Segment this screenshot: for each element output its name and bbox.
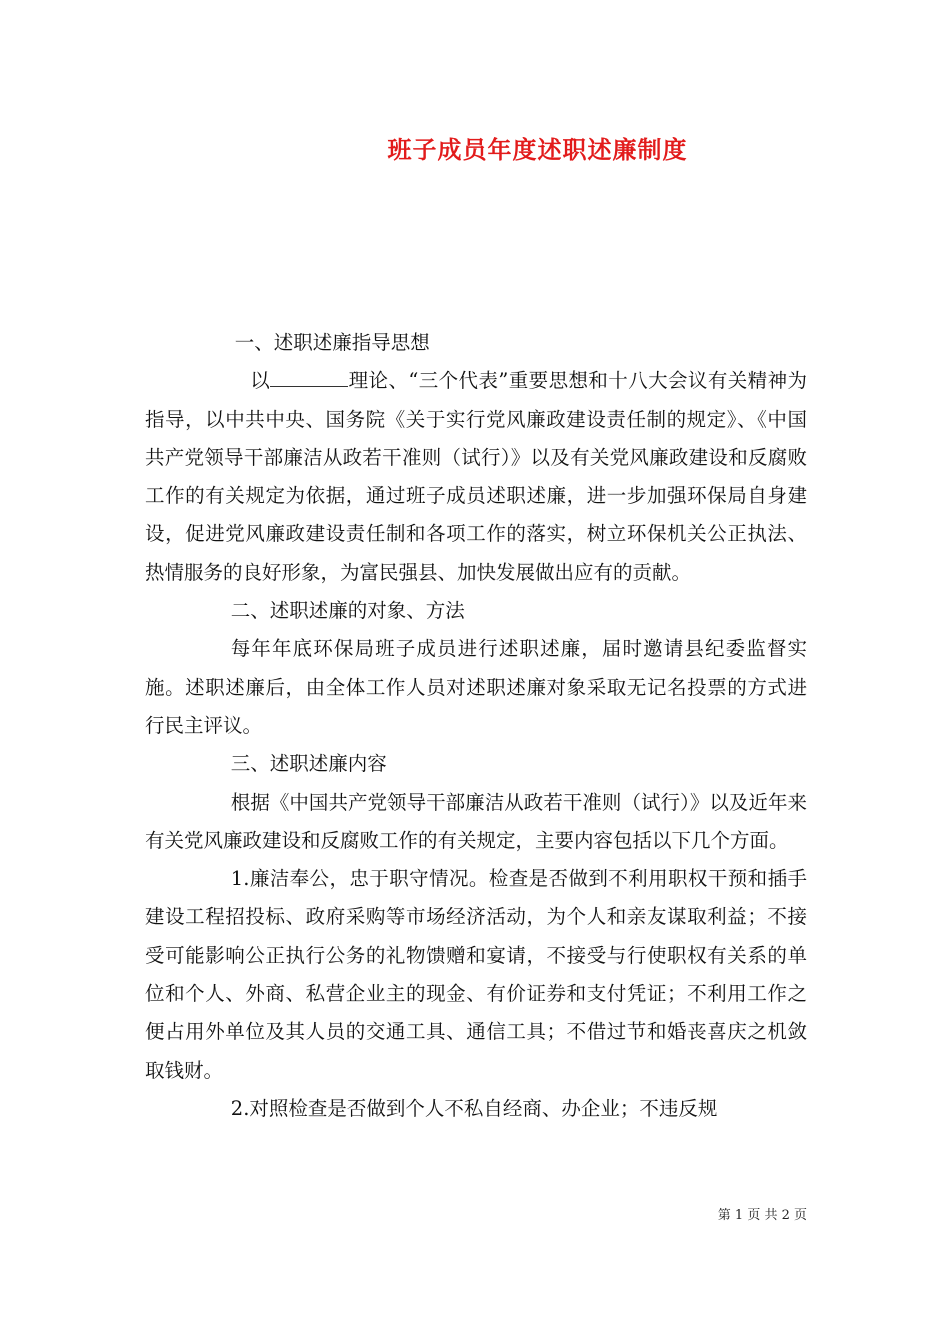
section-3-paragraph-1: 根据《中国共产党领导干部廉洁从政若干准则（试行）》以及近年来有关党风廉政建设和反腐败工作的有关规定，主要内容包括以下几个方面。 [145, 790, 807, 852]
paragraph-text: 理论、“三个代表”重要思想和十八大会议有关精神为指导，以中共中央、国务院《关于实行党风廉政建设责任制的规定》、《中国共产党领导干部廉洁从政若干准则（试行）》以及有关党风廉政建设和反腐败工作的有关规定为依据，通过班子成员述职述廉，进一步加强环保局自身建设，促进党风廉政建设责任制和各项工作的落实，树立环保机关公正执法、热情服务的良好形象，为富民强县、加快发展做出应有的贡献。 [145, 369, 807, 584]
section-3-item-1: 1.廉洁奉公，忠于职守情况。检查是否做到不利用职权干预和插手建设工程招投标、政府采购等市场经济活动，为个人和亲友谋取利益；不接受可能影响公正执行公务的礼物馈赠和宴请，不接受与行使职权有关系的单位和个人、外商、私营企业主的现金、有价证券和支付凭证；不利用工作之便占用外单位及其人员的交通工具、通信工具；不借过节和婚丧喜庆之机敛取钱财。 [145, 867, 807, 1082]
page-number-footer: 第 1 页 共 2 页 [717, 1208, 807, 1223]
section-heading-2: 二、述职述廉的对象、方法 [230, 599, 465, 623]
fill-in-blank [270, 368, 348, 387]
document-body [145, 324, 807, 1128]
section-heading-3: 三、述职述廉内容 [230, 752, 387, 776]
section-2-paragraph: 每年年底环保局班子成员进行述职述廉，届时邀请县纪委监督实施。述职述廉后，由全体工作人员对述职述廉对象采取无记名投票的方式进行民主评议。 [145, 637, 807, 737]
section-heading-1: 一、述职述廉指导思想 [234, 331, 430, 354]
section-1-paragraph [145, 362, 807, 592]
section-3-item-2: 2.对照检查是否做到个人不私自经商、办企业；不违反规 [230, 1096, 718, 1120]
document-title: 班子成员年度述职述廉制度 [387, 135, 688, 164]
paragraph-prefix: 以 [250, 369, 271, 393]
